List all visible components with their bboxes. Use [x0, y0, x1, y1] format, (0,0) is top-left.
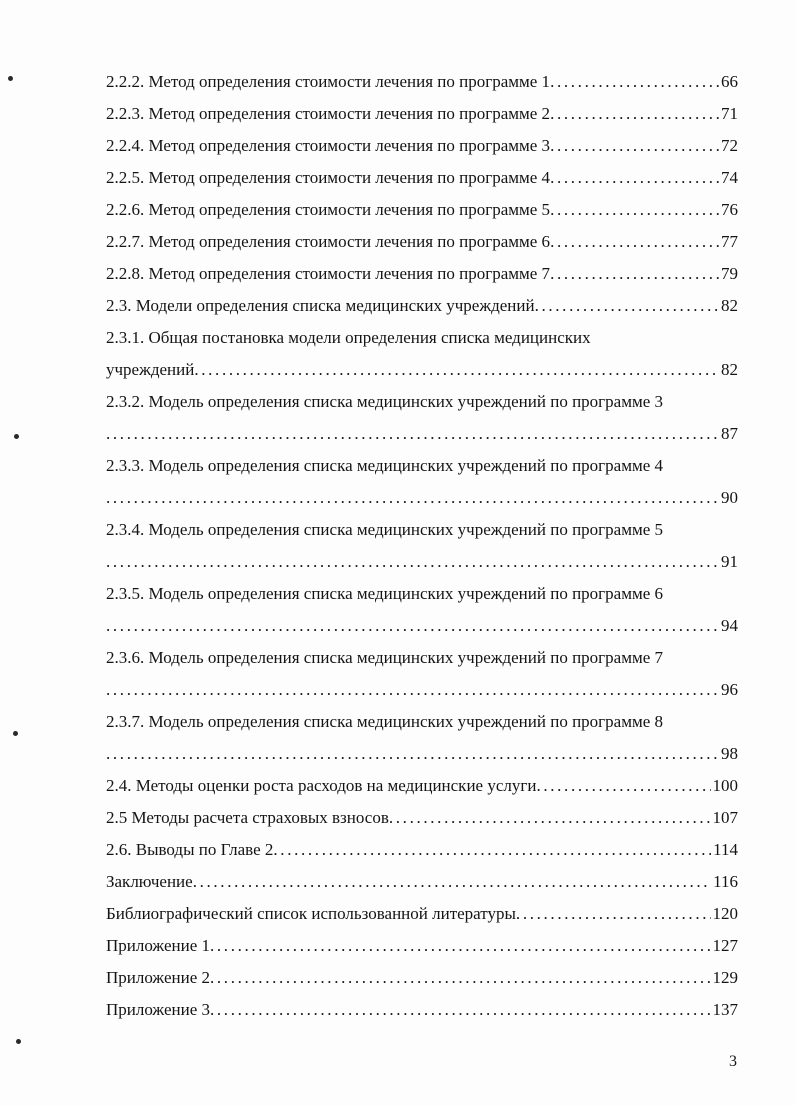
leader-dots — [210, 994, 711, 1026]
toc-entry-title: 2.3.3. Модель определения списка медицинских учреждений по программе 4 — [106, 456, 663, 475]
leader-dots — [535, 290, 719, 322]
toc-entry-title: 2.3.4. Модель определения списка медицинских учреждений по программе 5 — [106, 520, 663, 539]
leader-dots — [106, 674, 719, 706]
toc-entry-title: 2.2.7. Метод определения стоимости лечения по программе 6 — [106, 232, 551, 251]
toc-entry[interactable] — [106, 866, 738, 898]
toc-entry[interactable] — [106, 226, 738, 258]
toc-entry[interactable] — [106, 898, 738, 930]
toc-entry[interactable] — [106, 386, 738, 450]
leader-dots — [550, 98, 719, 130]
toc-entry-title: 2.5 Методы расчета страховых взносов — [106, 808, 389, 827]
toc-entry-title: 2.3.5. Модель определения списка медицинских учреждений по программе 6 — [106, 584, 663, 603]
toc-entry[interactable] — [106, 802, 738, 834]
toc-entry-page: 96 — [721, 680, 738, 699]
leader-dots — [550, 226, 719, 258]
toc-entry-page: 76 — [721, 200, 738, 219]
toc-entry-title: 2.2.6. Метод определения стоимости лечения по программе 5 — [106, 200, 551, 219]
toc-entry-page: 127 — [712, 936, 738, 955]
toc-entry-title: 2.6. Выводы по Главе 2 — [106, 840, 274, 859]
leader-dots — [550, 194, 719, 226]
page-number: 3 — [729, 1053, 737, 1070]
leader-dots — [106, 546, 719, 578]
toc-entry[interactable] — [106, 706, 738, 770]
scan-speck — [8, 76, 13, 81]
toc-entry[interactable] — [106, 258, 738, 290]
table-of-contents — [106, 66, 738, 1026]
scan-speck — [16, 1039, 21, 1044]
leader-dots — [550, 66, 719, 98]
toc-entry-page: 120 — [712, 904, 738, 923]
toc-entry-title: 2.3.6. Модель определения списка медицинских учреждений по программе 7 — [106, 648, 663, 667]
leader-dots — [210, 930, 711, 962]
toc-entry[interactable] — [106, 162, 738, 194]
leader-dots — [536, 770, 710, 802]
toc-entry-page: 129 — [712, 968, 738, 987]
toc-entry[interactable] — [106, 834, 738, 866]
toc-entry-title: Приложение 1 — [106, 936, 210, 955]
toc-entry-page: 116 — [713, 872, 738, 891]
toc-entry-title: Приложение 3 — [106, 1000, 210, 1019]
toc-entry-page: 91 — [721, 552, 738, 571]
toc-entry[interactable] — [106, 130, 738, 162]
toc-entry-page: 74 — [721, 168, 738, 187]
leader-dots — [106, 418, 719, 450]
toc-entry[interactable] — [106, 962, 738, 994]
leader-dots — [194, 354, 719, 386]
toc-entry-title: 2.4. Методы оценки роста расходов на медицинские услуги — [106, 776, 537, 795]
toc-entry-page: 107 — [712, 808, 738, 827]
leader-dots — [550, 162, 719, 194]
toc-entry-title: Приложение 2 — [106, 968, 210, 987]
leader-dots — [550, 258, 719, 290]
leader-dots — [106, 482, 719, 514]
toc-entry-page: 100 — [712, 776, 738, 795]
toc-entry-page: 98 — [721, 744, 738, 763]
toc-entry-page: 87 — [721, 424, 738, 443]
toc-entry[interactable] — [106, 450, 738, 514]
toc-entry-page: 94 — [721, 616, 738, 635]
toc-entry-title: 2.3.2. Модель определения списка медицинских учреждений по программе 3 — [106, 392, 663, 411]
toc-entry-title: 2.2.3. Метод определения стоимости лечения по программе 2 — [106, 104, 551, 123]
toc-entry-title: 2.2.8. Метод определения стоимости лечения по программе 7 — [106, 264, 551, 283]
toc-entry-page: 72 — [721, 136, 738, 155]
scan-speck — [14, 434, 19, 439]
toc-entry[interactable] — [106, 98, 738, 130]
scan-speck — [13, 731, 18, 736]
toc-entry[interactable] — [106, 578, 738, 642]
leader-dots — [106, 738, 719, 770]
leader-dots — [389, 802, 711, 834]
toc-entry-title: 2.3.7. Модель определения списка медицинских учреждений по программе 8 — [106, 712, 663, 731]
toc-entry[interactable] — [106, 322, 738, 386]
toc-entry-title: Заключение — [106, 872, 193, 891]
toc-entry[interactable] — [106, 930, 738, 962]
toc-entry-page: 82 — [721, 360, 738, 379]
leader-dots — [106, 610, 719, 642]
toc-entry[interactable] — [106, 194, 738, 226]
toc-entry-page: 66 — [721, 72, 738, 91]
toc-entry[interactable] — [106, 642, 738, 706]
toc-entry-title: 2.2.4. Метод определения стоимости лечения по программе 3 — [106, 136, 551, 155]
toc-entry-page: 137 — [712, 1000, 738, 1019]
toc-entry-page: 90 — [721, 488, 738, 507]
toc-entry-title-continued: учреждений — [106, 360, 195, 379]
toc-entry[interactable] — [106, 994, 738, 1026]
leader-dots — [273, 834, 711, 866]
toc-entry-title: 2.3. Модели определения списка медицинских учреждений — [106, 296, 535, 315]
toc-entry[interactable] — [106, 514, 738, 578]
toc-entry[interactable] — [106, 770, 738, 802]
toc-entry-page: 82 — [721, 296, 738, 315]
leader-dots — [193, 866, 711, 898]
toc-entry-page: 79 — [721, 264, 738, 283]
toc-entry-page: 71 — [721, 104, 738, 123]
toc-entry-page: 77 — [721, 232, 738, 251]
toc-entry-title: 2.2.2. Метод определения стоимости лечения по программе 1 — [106, 72, 551, 91]
leader-dots — [210, 962, 711, 994]
toc-entry[interactable] — [106, 66, 738, 98]
toc-entry-page: 114 — [713, 840, 738, 859]
leader-dots — [550, 130, 719, 162]
toc-entry-title: Библиографический список использованной литературы — [106, 904, 516, 923]
toc-entry-title: 2.3.1. Общая постановка модели определения списка медицинских — [106, 328, 591, 347]
toc-entry-title: 2.2.5. Метод определения стоимости лечения по программе 4 — [106, 168, 551, 187]
leader-dots — [516, 898, 711, 930]
toc-entry[interactable] — [106, 290, 738, 322]
